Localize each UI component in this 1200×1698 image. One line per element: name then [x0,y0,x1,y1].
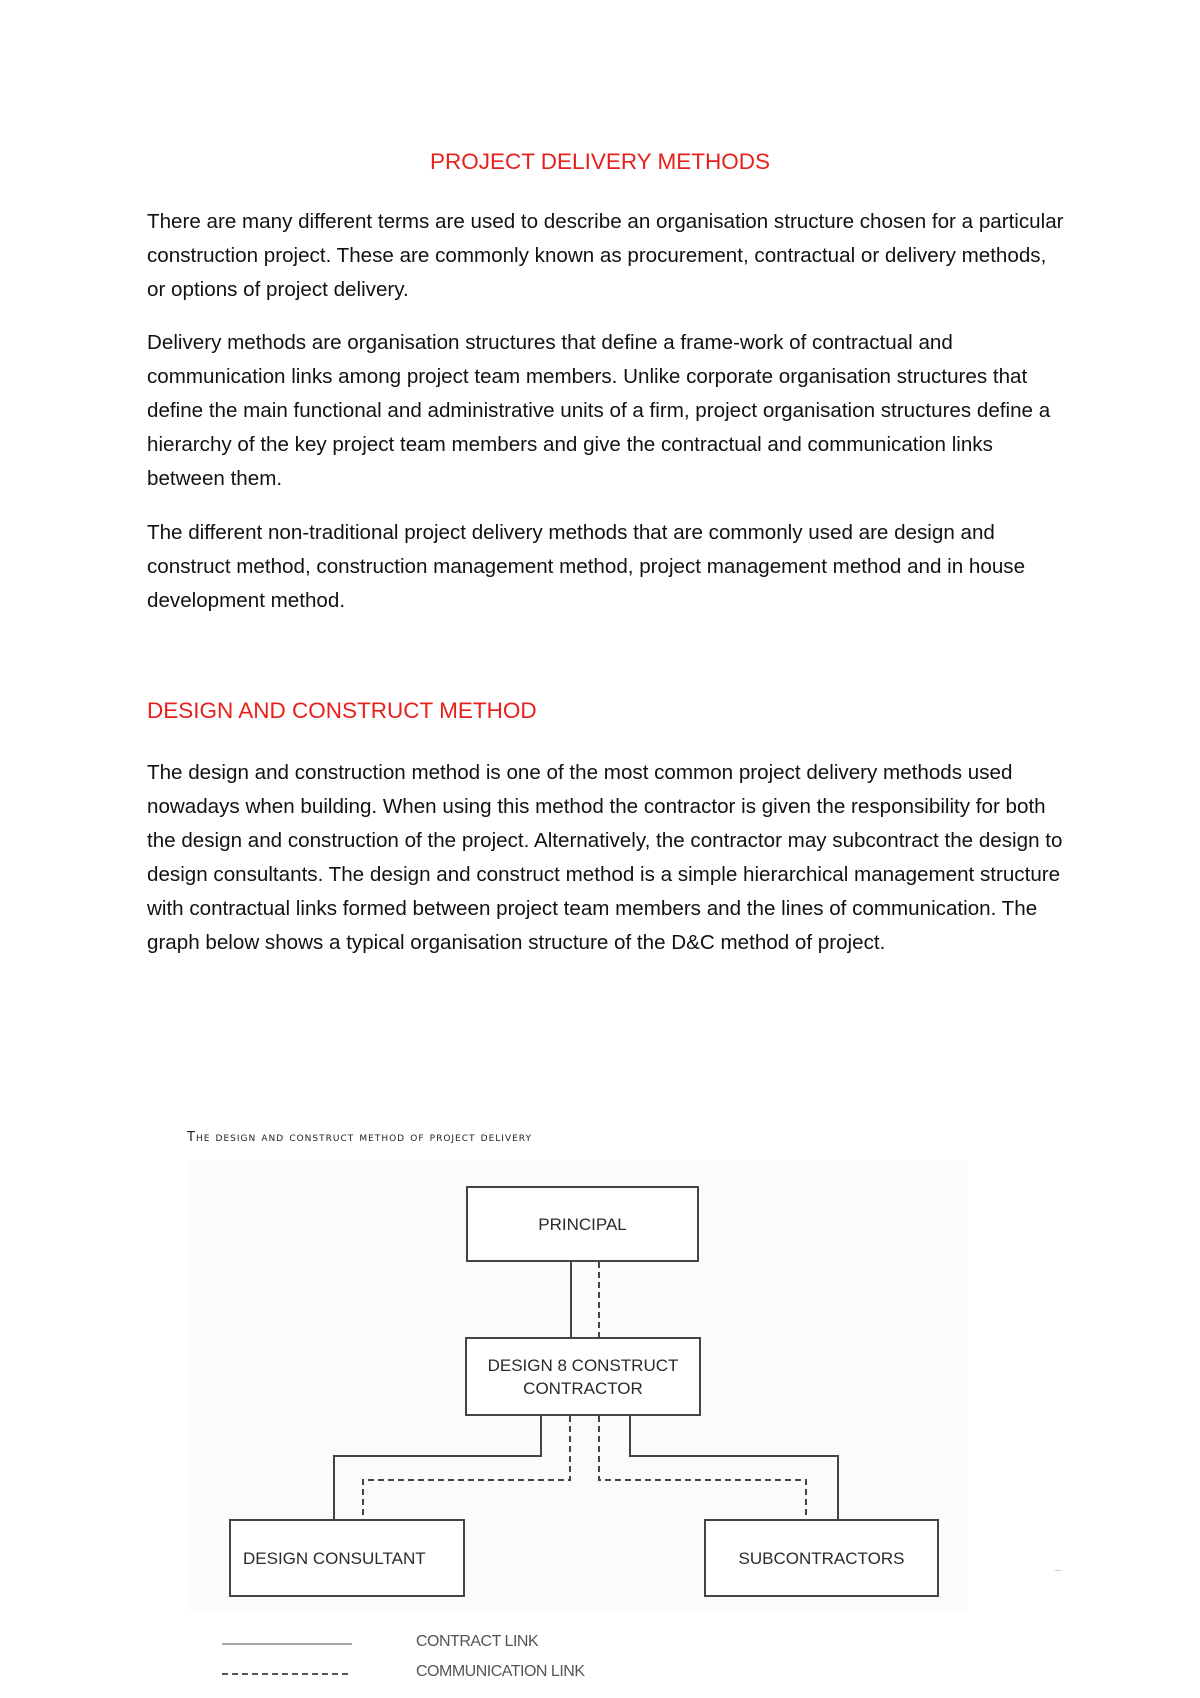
communication-link-contractor-consultant [363,1416,570,1519]
principal-box [466,1186,699,1262]
intro-paragraph-3: The different non-traditional project delivery methods that are commonly used are design and construct method, construction management method, project management method and in house development method. [147,521,1026,612]
section-paragraph: The design and construction method is one of the most common project delivery methods used nowadays when building. When using this method the contractor is given the responsibility for both the design and construction of the project. Alternatively, the contractor may subcontract the design to design consultants. The design and construct method is a simple hierarchical management structure with contractual links formed between project team members and the lines of communication. The graph below shows a typical organisation structure of the D&C method of project. [147,761,1063,954]
contractor-label-line1: DESIGN 8 CONSTRUCT [487,1355,679,1375]
contractor-box [465,1337,701,1416]
design-consultant-label: DESIGN CONSULTANT [243,1548,426,1568]
section-heading: DESIGN AND CONSTRUCT METHOD [147,698,537,723]
diagram-title: The design and construct method of project delivery [187,1130,532,1145]
stray-mark [1055,1570,1061,1571]
subcontractors-box [704,1519,939,1597]
design-consultant-box [229,1519,465,1597]
subcontractors-label: SUBCONTRACTORS [738,1548,905,1568]
intro-paragraph-1: There are many different terms are used to describe an organisation structure chosen for a particular construction project. These are commonly known as procurement, contractual or delivery methods, or options of project delivery. [147,210,1064,301]
legend-communication-label: COMMUNICATION LINK [416,1663,585,1680]
intro-paragraph-2: Delivery methods are organisation structures that define a frame-work of contractual and communication links among project team members. Unlike corporate organisation structures that define the main functional and administrative units of a firm, project organisation structures define a hierarchy of the key project team members and give the contractual and communication links between them. [147,331,1051,490]
legend-contract-label: CONTRACT LINK [416,1633,539,1650]
page-title: PROJECT DELIVERY METHODS [429,149,771,174]
contractor-label-line2: CONTRACTOR [523,1378,643,1398]
contract-link-contractor-consultant [334,1416,541,1519]
principal-label: PRINCIPAL [538,1214,627,1234]
